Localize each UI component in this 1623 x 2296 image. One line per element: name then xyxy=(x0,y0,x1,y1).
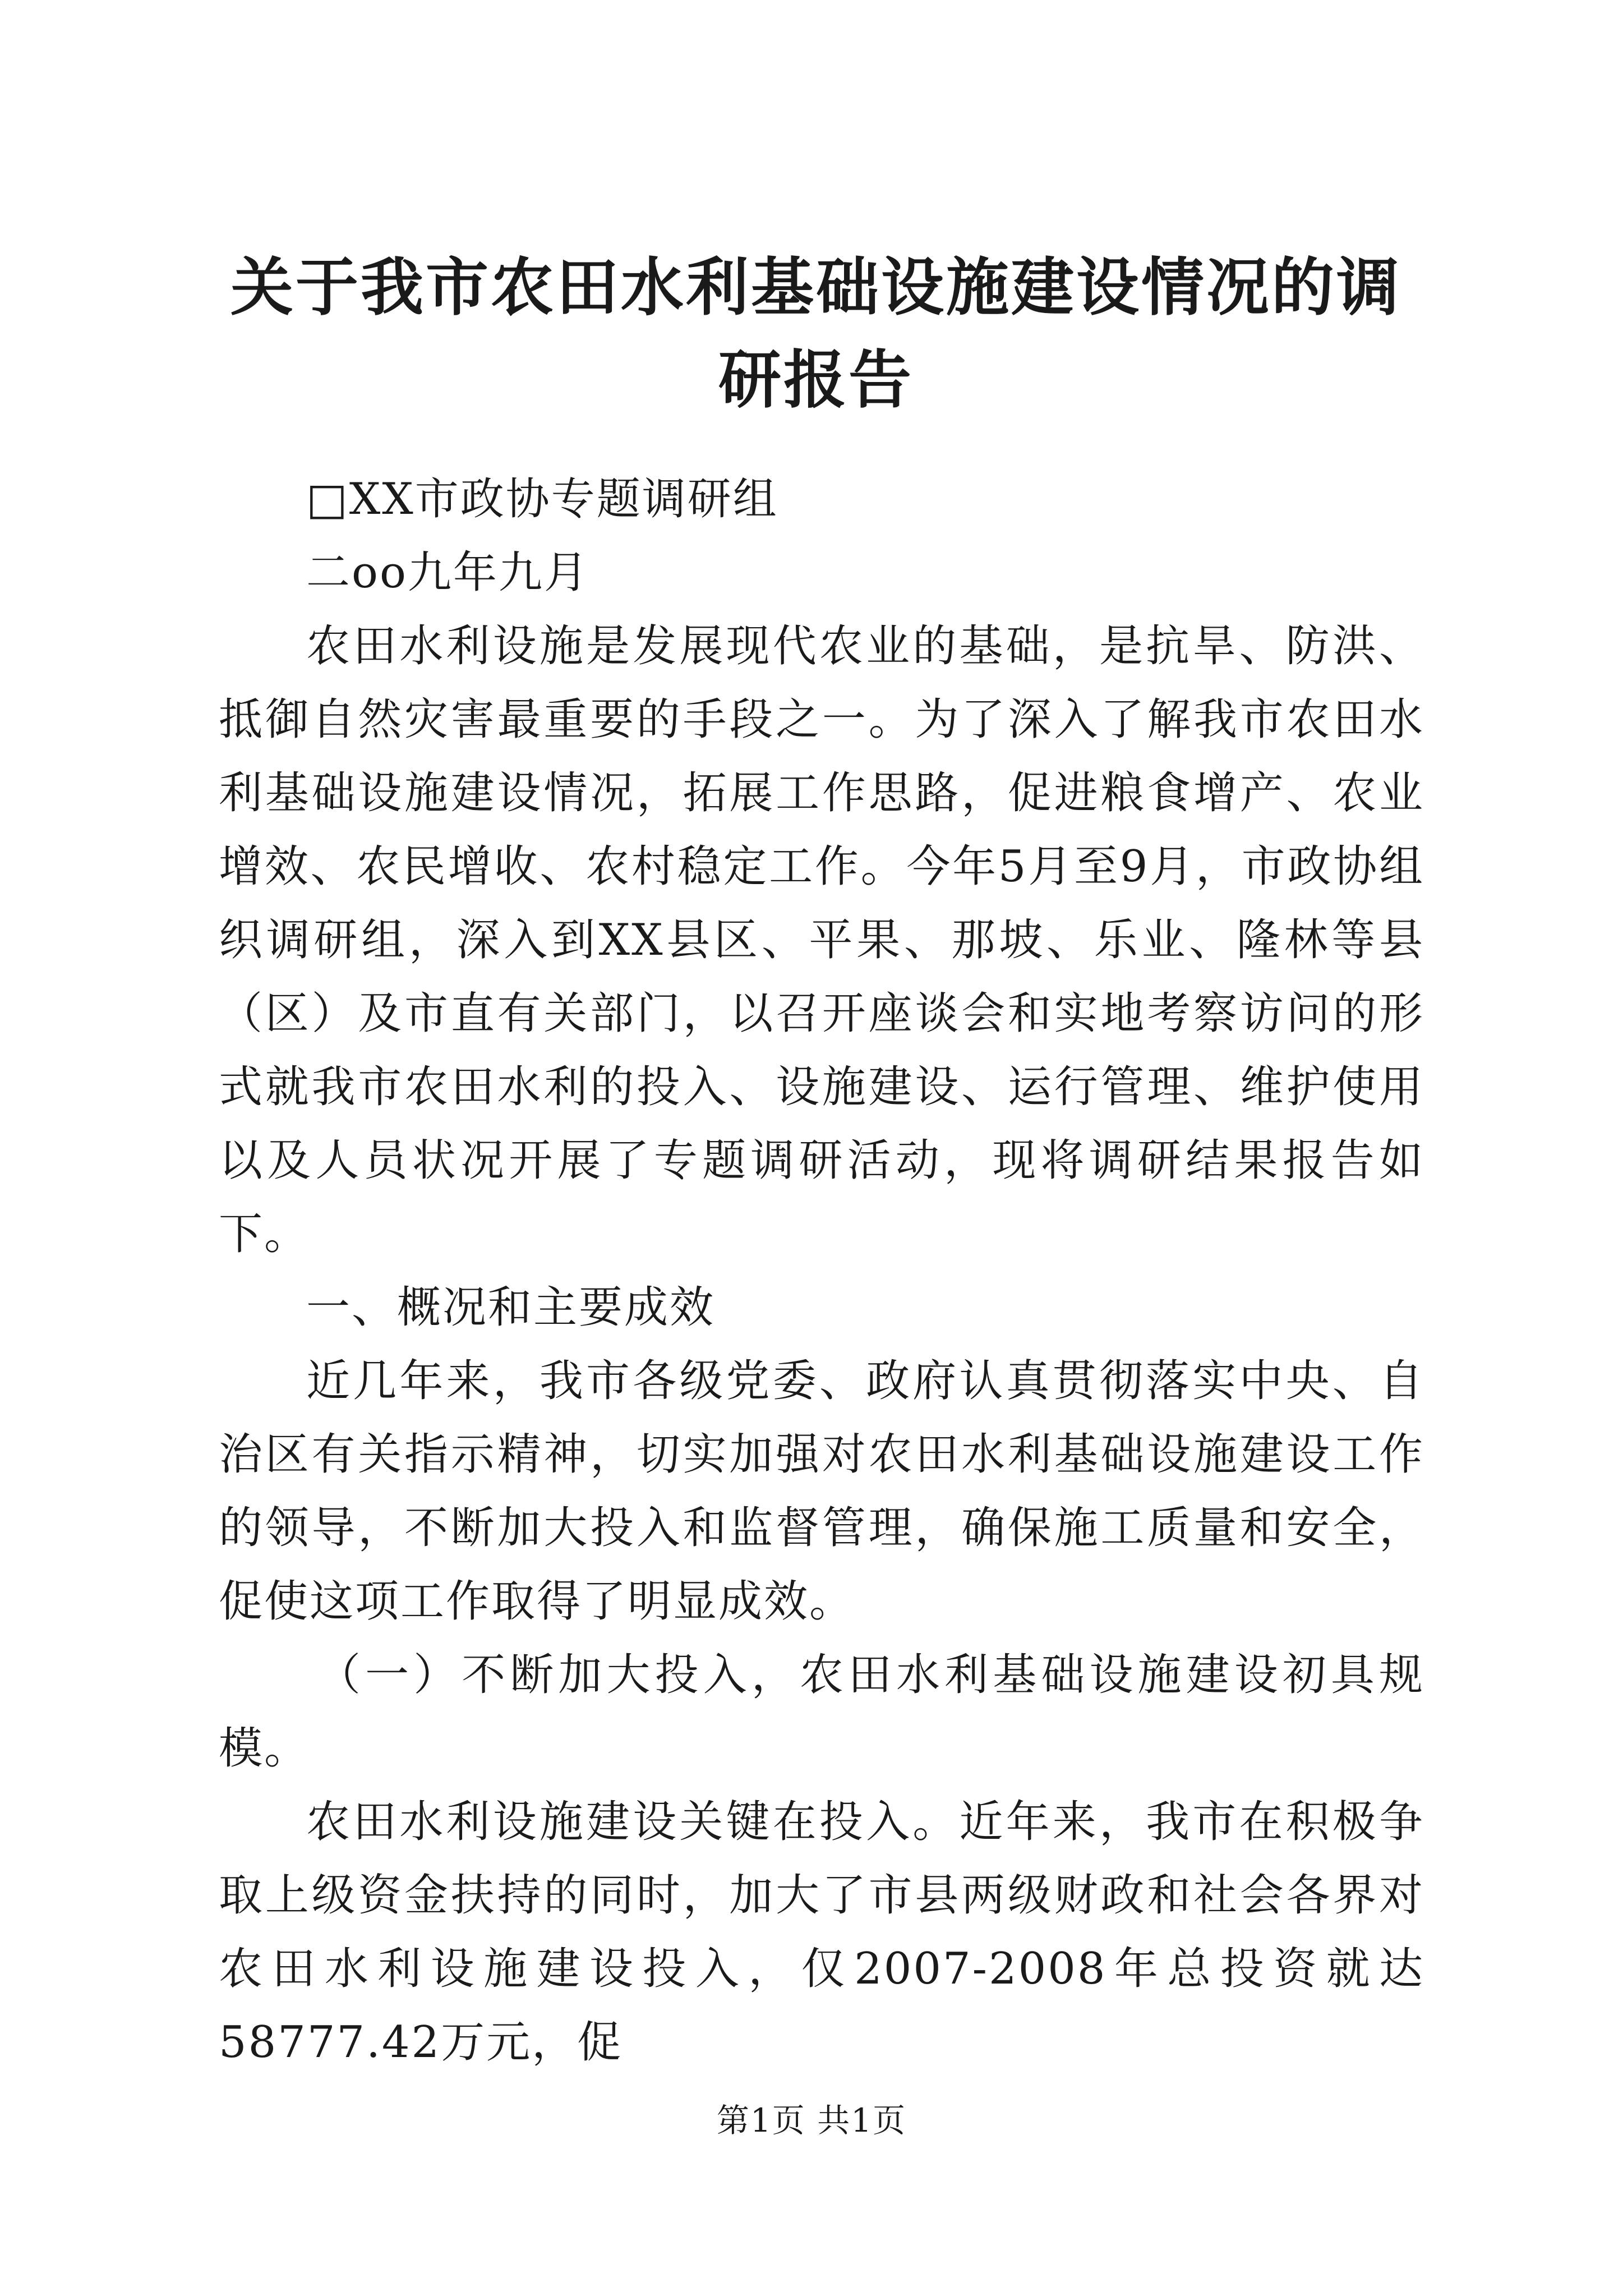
date-line: 二oo九年九月 xyxy=(306,547,589,598)
subsection-heading: （一）不断加大投入，农田水利基础设施建设初具规模。 xyxy=(219,1650,1424,1774)
section-heading: 一、概况和主要成效 xyxy=(306,1282,716,1333)
intro-paragraph: 农田水利设施是发展现代农业的基础，是抗旱、防洪、抵御自然灾害最重要的手段之一。为了深入了解我市农田水利基础设施建设情况，拓展工作思路，促进粮食增产、农业增效、农民增收、农村稳定工作。今年5月至9月，市政协组织调研组，深入到XX县区、平果、那坡、乐业、隆林等县（区）及市直有关部门，以召开座谈会和实地考察访问的形式就我市农田水利的投入、设施建设、运行管理、维护使用以及人员状况开展了专题调研活动，现将调研结果报告如下。 xyxy=(219,621,1424,1259)
page-footer: 第1页 共1页 xyxy=(716,2101,907,2139)
document-title: 关于我市农田水利基础设施建设情况的调研报告 xyxy=(230,251,1401,417)
section-paragraph: 近几年来，我市各级党委、政府认真贯彻落实中央、自治区有关指示精神，切实加强对农田水利基础设施建设工作的领导，不断加大投入和监督管理，确保施工质量和安全，促使这项工作取得了明显成效。 xyxy=(219,1356,1424,1627)
document-body xyxy=(219,463,1424,2079)
subsection-paragraph: 农田水利设施建设关键在投入。近年来，我市在积极争取上级资金扶持的同时，加大了市县两级财政和社会各界对农田水利设施建设投入，仅2007-2008年总投资就达58777.42万元，促 xyxy=(219,1797,1424,2068)
author-line: □XX市政协专题调研组 xyxy=(306,474,778,524)
